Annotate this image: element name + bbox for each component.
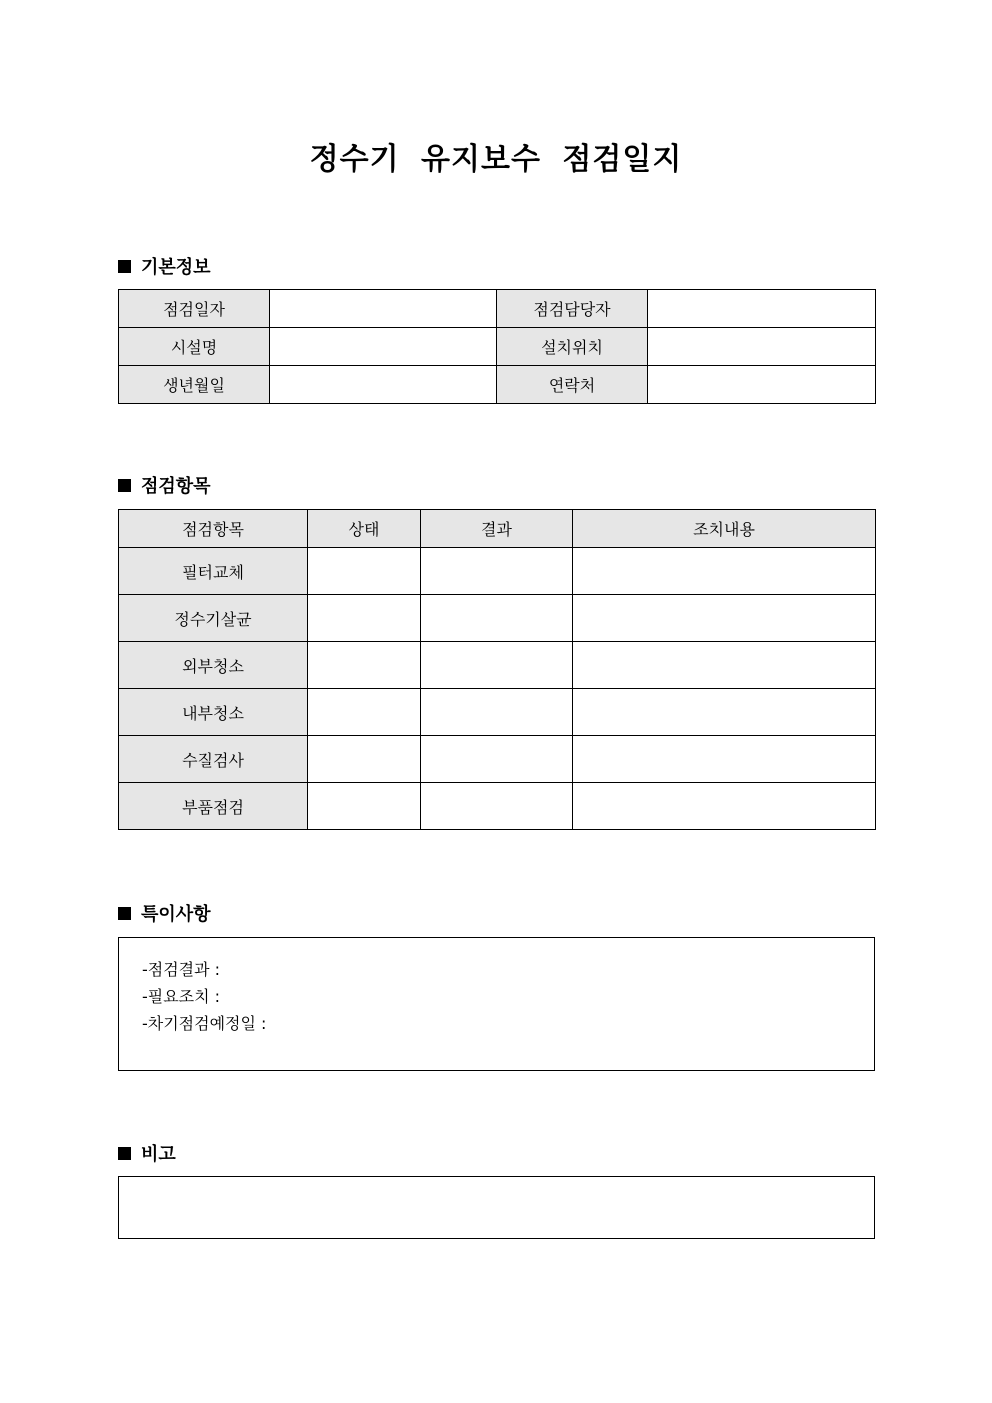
note-line-required-action: -필요조치 : xyxy=(142,987,221,1006)
square-bullet-icon xyxy=(118,260,131,273)
result-cell[interactable] xyxy=(421,595,573,642)
basic-info-heading xyxy=(118,253,211,279)
inspector-field[interactable] xyxy=(648,290,876,328)
install-location-field[interactable] xyxy=(648,328,876,366)
result-cell[interactable] xyxy=(421,642,573,689)
special-notes-heading xyxy=(118,900,211,926)
note-line-next-inspection-date: -차기점검예정일 : xyxy=(142,1014,267,1033)
result-cell[interactable] xyxy=(421,736,573,783)
inspection-item-label: 수질검사 xyxy=(119,736,308,783)
inspection-heading xyxy=(118,472,211,498)
column-header: 조치내용 xyxy=(573,510,876,548)
facility-name-field[interactable] xyxy=(270,328,497,366)
action-cell[interactable] xyxy=(573,595,876,642)
table-row xyxy=(119,736,876,783)
label-install-location: 설치위치 xyxy=(497,328,648,366)
table-row xyxy=(119,689,876,736)
basic-info-row xyxy=(119,328,876,366)
inspection-item-label: 정수기살균 xyxy=(119,595,308,642)
status-cell[interactable] xyxy=(308,548,421,595)
action-cell[interactable] xyxy=(573,642,876,689)
inspection-item-label: 내부청소 xyxy=(119,689,308,736)
remarks-box[interactable] xyxy=(118,1176,875,1239)
contact-field[interactable] xyxy=(648,366,876,404)
inspection-item-label: 필터교체 xyxy=(119,548,308,595)
inspection-table xyxy=(118,509,876,830)
note-line-inspection-result: -점검결과 : xyxy=(142,960,221,979)
remarks-heading-label: 비고 xyxy=(141,1144,176,1165)
inspection-item-label: 부품점검 xyxy=(119,783,308,830)
label-facility-name: 시설명 xyxy=(119,328,270,366)
label-inspector: 점검담당자 xyxy=(497,290,648,328)
inspection-header-row xyxy=(119,510,876,548)
table-row xyxy=(119,595,876,642)
square-bullet-icon xyxy=(118,907,131,920)
basic-info-row xyxy=(119,290,876,328)
action-cell[interactable] xyxy=(573,689,876,736)
basic-info-row xyxy=(119,366,876,404)
status-cell[interactable] xyxy=(308,642,421,689)
square-bullet-icon xyxy=(118,479,131,492)
special-notes-heading-label: 특이사항 xyxy=(141,904,211,925)
basic-info-heading-label: 기본정보 xyxy=(141,257,211,278)
table-row xyxy=(119,548,876,595)
remarks-heading xyxy=(118,1140,176,1166)
column-header: 상태 xyxy=(308,510,421,548)
action-cell[interactable] xyxy=(573,783,876,830)
status-cell[interactable] xyxy=(308,595,421,642)
status-cell[interactable] xyxy=(308,689,421,736)
inspection-heading-label: 점검항목 xyxy=(141,476,211,497)
table-row xyxy=(119,783,876,830)
inspection-item-label: 외부청소 xyxy=(119,642,308,689)
document-title: 정수기 유지보수 점검일지 xyxy=(309,142,683,177)
basic-info-table xyxy=(118,289,876,404)
result-cell[interactable] xyxy=(421,548,573,595)
result-cell[interactable] xyxy=(421,689,573,736)
column-header: 점검항목 xyxy=(119,510,308,548)
label-birth-date: 생년월일 xyxy=(119,366,270,404)
status-cell[interactable] xyxy=(308,783,421,830)
action-cell[interactable] xyxy=(573,548,876,595)
result-cell[interactable] xyxy=(421,783,573,830)
label-inspection-date: 점검일자 xyxy=(119,290,270,328)
special-notes-box[interactable] xyxy=(118,937,875,1071)
table-row xyxy=(119,642,876,689)
square-bullet-icon xyxy=(118,1147,131,1160)
inspection-date-field[interactable] xyxy=(270,290,497,328)
birth-date-field[interactable] xyxy=(270,366,497,404)
column-header: 결과 xyxy=(421,510,573,548)
status-cell[interactable] xyxy=(308,736,421,783)
special-notes-lines xyxy=(119,938,874,1037)
action-cell[interactable] xyxy=(573,736,876,783)
label-contact: 연락처 xyxy=(497,366,648,404)
